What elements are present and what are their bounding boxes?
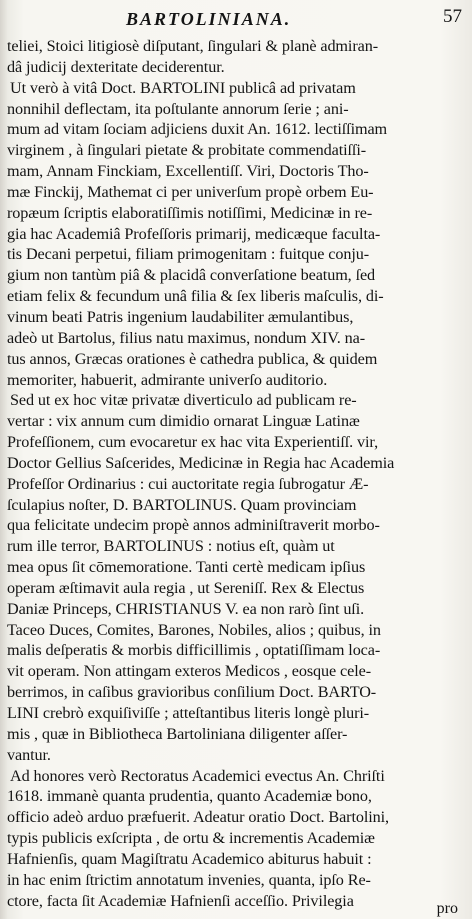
- catchword: pro: [436, 900, 458, 917]
- text-line: 1618. immanè quanta prudentia, quanto Academiæ bono,: [7, 787, 372, 806]
- text-line: mum ad vitam ſociam adjiciens duxit An. 1612. lectiſſimam: [7, 120, 388, 139]
- text-line: mea opus ſit cōmemoratione. Tanti certè medicam ipſius: [7, 558, 366, 577]
- body-text: [7, 36, 459, 913]
- page-number: 57: [443, 6, 462, 27]
- text-line: Taceo Duces, Comites, Barones, Nobiles, alios ; quibus, in: [7, 620, 381, 639]
- text-line: rum ille terror, BARTOLINUS : notius eſt, quàm ut: [7, 537, 335, 556]
- text-line: Daniæ Princeps, CHRISTIANUS V. ea non rarò ſint uſi.: [7, 599, 365, 618]
- page-header: [0, 3, 472, 33]
- text-line: mis , quæ in Bibliotheca Bartoliniana diligenter aſſer-: [7, 724, 348, 743]
- text-line: memoriter, habuerit, admirante univerſo auditorio.: [7, 370, 328, 389]
- text-line: gia hac Academiâ Profeſſoris primarij, medicæque faculta-: [7, 224, 381, 243]
- text-line: Profeſſor Ordinarius : cui auctoritate regia ſubrogatur Æ-: [7, 474, 369, 493]
- text-line: Profeſſionem, cum evocaretur ex hac vita Experientiſſ. vir,: [7, 433, 379, 452]
- text-line: vit operam. Non attingam exteros Medicos , eosque cele-: [7, 662, 371, 681]
- text-line: mæ Finckij, Mathemat ci per univerſum propè orbem Eu-: [7, 182, 374, 201]
- text-line: vertar : vix annum cum dimidio ornarat Linguæ Latinæ: [7, 412, 360, 431]
- text-line: in hac enim ſtrictim annotatum invenies, quanta, ipſo Re-: [7, 870, 371, 889]
- text-line: vinum beati Patris ingenium laudabiliter æmulantibus,: [7, 307, 354, 326]
- text-line: tus annos, Græcas orationes è cathedra publica, & quidem: [7, 349, 378, 368]
- text-line: officio adeò arduo præfuerit. Adeatur oratio Doct. Bartolini,: [7, 808, 389, 827]
- text-line: Ut verò à vitâ Doct. BARTOLINI publicâ ad privatam: [10, 78, 356, 97]
- text-line: qua felicitate undecim propè annos adminiſtraverit morbo-: [7, 516, 380, 535]
- text-line: virginem , à ſingulari pietate & probitate commendatiſſi-: [7, 141, 367, 160]
- text-line: ropæum ſcriptis elaboratiſſimis notiſſimi, Medicinæ in re-: [7, 203, 373, 222]
- text-line: etiam felix & fecundum unâ filia & ſex liberis maſculis, di-: [7, 287, 384, 306]
- text-line: Sed ut ex hoc vitæ privatæ diverticulo ad publicam re-: [10, 391, 357, 410]
- running-head: BARTOLINIANA.: [126, 9, 292, 29]
- text-line: Hafnienſis, quam Magiſtratu Academico abiturus habuit :: [7, 849, 372, 868]
- text-line: nonnihil deflectam, ita poſtulante annorum ſerie ; ani-: [7, 99, 349, 118]
- text-line: tis Decani perpetui, filiam primogenitam : fuitque conju-: [7, 245, 370, 264]
- text-line: teliei, Stoici litigiosè diſputant, ſingulari & planè admiran-: [7, 37, 378, 55]
- text-line: Doctor Gellius Saſcerides, Medicinæ in Regia hac Academia: [7, 453, 395, 472]
- text-line: typis publicis exſcripta , de ortu & incrementis Academiæ: [7, 829, 375, 848]
- text-line: mam, Annam Finckiam, Excellentiſſ. Viri, Doctoris Tho-: [7, 162, 369, 181]
- text-line: operam æſtimavit aula regia , ut Sereniſſ. Rex & Electus: [7, 578, 365, 597]
- text-line: vantur.: [7, 745, 51, 764]
- text-line: dâ judicij dexteritate deciderentur.: [7, 57, 225, 76]
- text-line: adeò ut Bartolus, filius natu maximus, nondum XIV. na-: [7, 328, 366, 347]
- text-line: LINI crebrò exquiſiviſſe ; atteſtantibus literis longè pluri-: [7, 704, 370, 722]
- text-line: berrimos, in caſibus gravioribus conſilium Doct. BARTO-: [7, 683, 377, 702]
- text-line: gium non tantùm piâ & placidâ converſatione beatum, ſed: [7, 266, 376, 285]
- text-line: malis deſperatis & morbis difficillimis , optatiſſimam loca-: [7, 641, 381, 660]
- text-line: ctore, facta ſit Academiæ Hafnienſi acceſſio. Privilegia: [7, 891, 354, 910]
- text-line: ſculapius noſter, D. BARTOLINUS. Quam provinciam: [7, 495, 357, 514]
- text-line: Ad honores verò Rectoratus Academici evectus An. Chriſti: [10, 766, 385, 785]
